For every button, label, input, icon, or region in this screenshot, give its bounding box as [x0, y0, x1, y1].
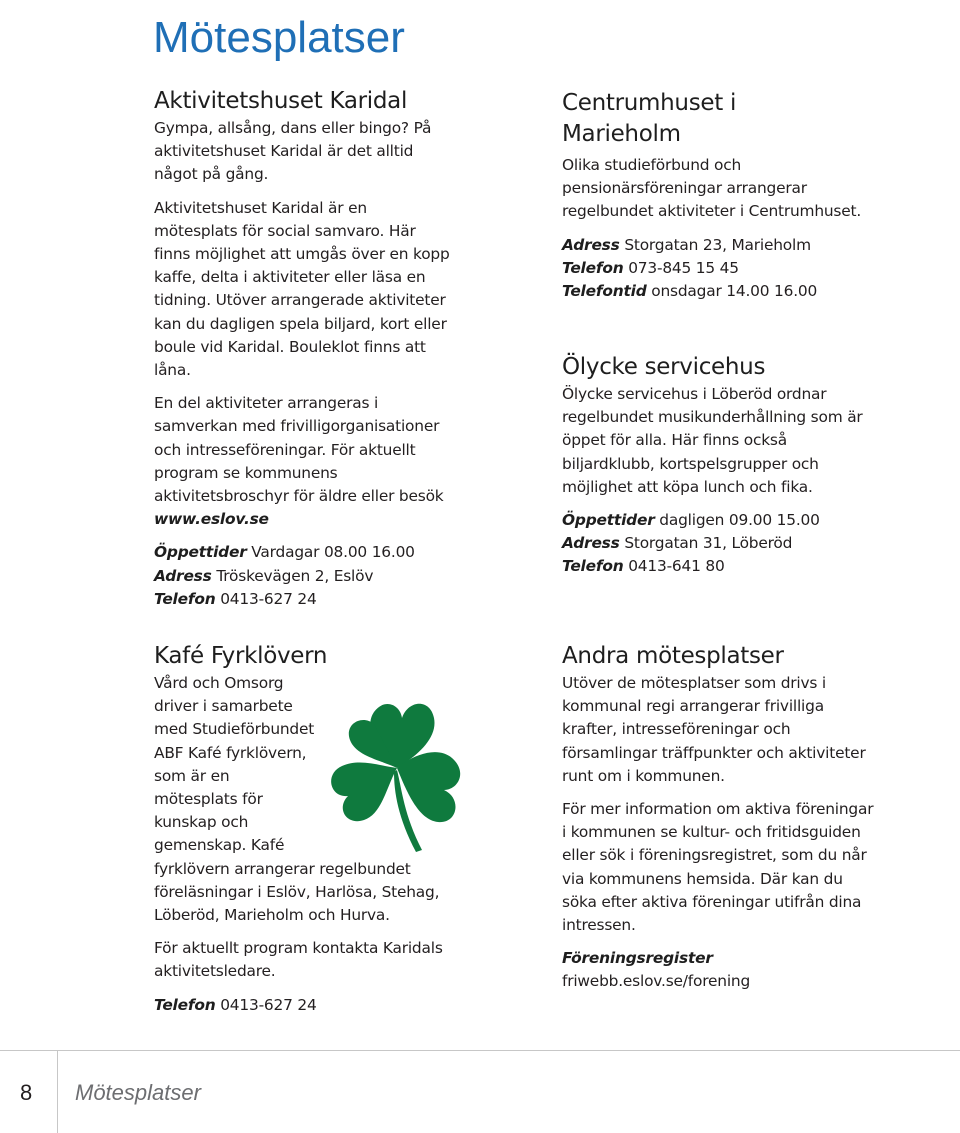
centrum-phone [562, 257, 882, 280]
centrum-heading: Centrumhuset i Marieholm [562, 90, 737, 147]
olycke-hours [562, 509, 882, 532]
andra-info: För mer information om aktiva föreningar i kommunen se kultur- och fritidsguiden eller sök i föreningsregistret, som du når via kommunens hemsida. Där kan du söka efter aktiva föreningar utifrån dina intressen. [562, 800, 874, 935]
section-karidal [154, 86, 454, 611]
karidal-description: Aktivitetshuset Karidal är en mötesplats för social samvaro. Här finns möjlighet att umgås över en kopp kaffe, delta i aktiviteter eller läsa en tidning. Utöver arrangerade aktiviteter kan du dagligen spela biljard, kort eller boule vid Karidal. Bouleklot finns att låna. [154, 198, 450, 380]
centrum-phonetime-value: onsdagar 14.00 16.00 [651, 282, 818, 301]
karidal-hours-value: Vardagar 08.00 16.00 [251, 543, 415, 562]
section-kafe [154, 641, 464, 1017]
karidal-phone-label: Telefon [154, 589, 216, 608]
centrum-contact [562, 234, 882, 304]
andra-register-label: Föreningsregister [562, 949, 713, 968]
karidal-phone [154, 588, 454, 611]
kafe-phone-label: Telefon [154, 995, 216, 1014]
karidal-address [154, 565, 454, 588]
centrum-address-value: Storgatan 23, Marieholm [624, 235, 811, 254]
centrum-phone-value: 073-845 15 45 [628, 258, 739, 277]
kafe-phone-value: 0413-627 24 [220, 995, 317, 1014]
olycke-phone [562, 555, 882, 578]
kafe-contact-info: För aktuellt program kontakta Karidals aktivitetsledare. [154, 939, 443, 981]
andra-heading: Andra mötesplatser [562, 643, 784, 669]
karidal-hours [154, 541, 454, 564]
kafe-description: Vård och Omsorg driver i samarbete med Studieförbundet ABF Kafé fyrklövern, som är en mötesplats för kunskap och gemenskap. Kafé fyrklövern arrangerar regelbundet föreläsningar i Eslöv, Harlösa, Stehag, Löberöd, Marieholm och Hurva. [154, 674, 440, 925]
centrum-phone-label: Telefon [562, 258, 624, 277]
karidal-address-label: Adress [154, 566, 212, 585]
karidal-hours-label: Öppettider [154, 543, 247, 562]
centrum-description: Olika studieförbund och pensionärsföreningar arrangerar regelbundet aktiviteter i Centrumhuset. [562, 156, 862, 221]
kafe-heading: Kafé Fyrklövern [154, 643, 328, 669]
centrum-phonetime [562, 280, 882, 303]
olycke-hours-label: Öppettider [562, 511, 655, 530]
olycke-description: Ölycke servicehus i Löberöd ordnar regelbundet musikunderhållning som är öppet för alla. Här finns också biljardklubb, kortspelsgrupper och möjlighet att köpa lunch och fika. [562, 385, 863, 496]
karidal-program [154, 392, 454, 531]
centrum-address-label: Adress [562, 235, 620, 254]
olycke-address [562, 532, 882, 555]
footer-label: Mötesplatser [75, 1080, 201, 1105]
footer-divider [0, 1050, 960, 1051]
andra-intro: Utöver de mötesplatser som drivs i kommunal regi arrangerar frivilliga krafter, intresseföreningar och församlingar träffpunkter och aktiviteter runt om i kommunen. [562, 674, 866, 785]
centrum-phonetime-label: Telefontid [562, 282, 647, 301]
olycke-contact [562, 509, 882, 579]
olycke-heading: Ölycke servicehus [562, 354, 766, 380]
four-leaf-clover-icon [322, 690, 472, 855]
karidal-intro: Gympa, allsång, dans eller bingo? På aktivitetshuset Karidal är det alltid något på gång. [154, 119, 432, 184]
page-number: 8 [20, 1080, 33, 1105]
karidal-heading: Aktivitetshuset Karidal [154, 88, 408, 114]
section-andra [562, 641, 882, 994]
andra-register-link[interactable]: friwebb.eslov.se/forening [562, 972, 751, 991]
section-centrum [562, 88, 882, 303]
karidal-phone-value: 0413-627 24 [220, 589, 317, 608]
kafe-phone [154, 994, 464, 1017]
olycke-hours-value: dagligen 09.00 15.00 [659, 511, 820, 530]
karidal-website-link[interactable]: www.eslov.se [154, 510, 269, 529]
section-olycke [562, 352, 882, 579]
centrum-address [562, 234, 882, 257]
page-title: Mötesplatser [153, 13, 405, 62]
karidal-program-text: En del aktiviteter arrangeras i samverkan med frivilligorganisationer och intresseföreningar. För aktuellt program se kommunens aktivitetsbroschyr för äldre eller besök [154, 394, 444, 506]
karidal-address-value: Tröskevägen 2, Eslöv [216, 566, 374, 585]
olycke-address-label: Adress [562, 534, 620, 553]
footer-tick [57, 1051, 58, 1133]
karidal-contact [154, 541, 454, 611]
andra-register [562, 947, 882, 993]
olycke-address-value: Storgatan 31, Löberöd [624, 534, 793, 553]
olycke-phone-value: 0413-641 80 [628, 557, 725, 576]
olycke-phone-label: Telefon [562, 557, 624, 576]
